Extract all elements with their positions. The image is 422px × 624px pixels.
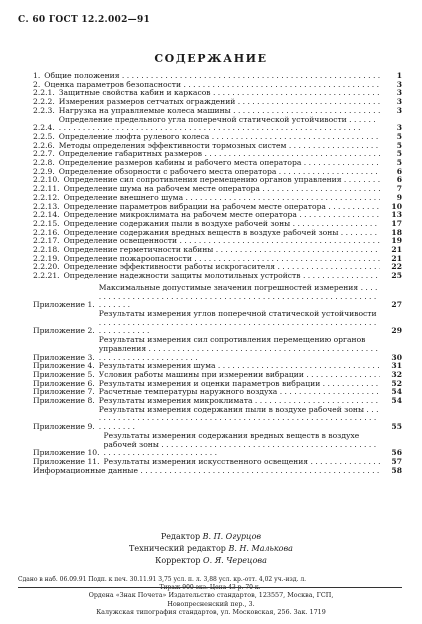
- toc-entry: [33, 255, 402, 264]
- toc-entry-page: 6: [396, 175, 402, 185]
- toc-entry-page: 58: [391, 465, 402, 475]
- toc-entry: [33, 185, 402, 194]
- toc-entry-number: Приложение 10.: [33, 448, 100, 458]
- toc-entry: [33, 72, 402, 81]
- toc-entry-number: 2.2.18.: [33, 245, 60, 255]
- publisher-info: [0, 591, 422, 617]
- toc-entry-number: 2.2.15.: [33, 218, 60, 228]
- toc-entry-number: Приложение 3.: [33, 352, 95, 362]
- toc-entry: [33, 458, 402, 467]
- toc-entry-title: Расчетные температуры наружного воздуха . . .: [99, 388, 380, 397]
- proofreader-line: [0, 555, 422, 567]
- toc-entry-page: 7: [396, 184, 402, 194]
- toc-entry-number: 2.2.4.: [33, 123, 55, 133]
- toc-entry-title: Условия работы машины при измерении вибрации . . .: [99, 371, 380, 380]
- toc-entry-number: Приложение 11.: [33, 456, 100, 466]
- toc-entry-number: 2.2.12.: [33, 192, 60, 202]
- toc-entry-number: Приложение 1.: [33, 300, 95, 310]
- tech-editor-line: [0, 543, 422, 555]
- toc-entry-title: Определение эффективности работы искрогасителя . . .: [64, 263, 380, 272]
- toc-entry-title: Результаты измерения углов поперечной статической устойчивости . . .: [99, 310, 380, 336]
- toc-entry-page: 52: [391, 378, 402, 388]
- toc-entry-page: 18: [391, 227, 402, 237]
- toc-entry-title: Определение габаритных размеров . . .: [59, 150, 380, 159]
- toc-entry: [33, 263, 402, 272]
- toc-entry-page: 56: [391, 448, 402, 458]
- toc-entry-title: Общие положения . . .: [44, 72, 380, 81]
- imprint: [18, 576, 402, 592]
- toc-entry: [33, 246, 402, 255]
- toc-entry-title: Определение содержания вредных веществ в воздухе рабочей зоны . . .: [64, 229, 380, 238]
- toc-entry: [33, 432, 402, 458]
- toc-entry-title: Максимальные допустимые значения погрешностей измерения . . .: [99, 284, 380, 310]
- toc-entry-title: Определение предельного угла поперечной статической устойчивости . . .: [59, 116, 380, 133]
- toc-entry-number: 2.2.5.: [33, 131, 55, 141]
- toc-entry-page: 5: [396, 158, 402, 168]
- divider: [18, 587, 402, 588]
- toc-entry-page: 10: [391, 201, 402, 211]
- imprint-line: Тираж 900 экз. Цена 43 р. 70 к.: [159, 584, 261, 591]
- toc-entry: [33, 168, 402, 177]
- toc-entry-number: 2.2.7.: [33, 149, 55, 159]
- toc-entry-title: Определение люфта рулевого колеса . . .: [59, 133, 380, 142]
- toc-entry-page: 5: [396, 140, 402, 150]
- toc-entry: [33, 89, 402, 98]
- toc-entry-title: Результаты измерения содержания вредных веществ в воздухе рабочей зоны . . .: [104, 432, 380, 458]
- toc-entry-page: 1: [396, 71, 402, 80]
- toc-entry-number: 2.2.14.: [33, 210, 60, 220]
- proofreader-name: О. Я. Черецова: [203, 556, 267, 565]
- toc-entry-page: 29: [391, 326, 402, 336]
- toc-entry-number: 2.2.2.: [33, 97, 55, 107]
- toc-entry: [33, 98, 402, 107]
- toc-entry: [33, 133, 402, 142]
- toc-entry-title: Результаты измерения искусственного освещения . . .: [104, 458, 380, 467]
- toc-entry-title: Нагрузка на управляемые колеса машины . . .: [59, 107, 380, 116]
- toc-entry: [33, 284, 402, 310]
- publisher-line: Ордена «Знак Почета» Издательство стандартов, 123557, Москва, ГСП,: [88, 591, 334, 599]
- toc-entry-page: 17: [391, 218, 402, 228]
- toc-entry-title: Определение надежности защиты молотильных устройств . . .: [64, 272, 380, 281]
- toc-entry-number: 2.2.11.: [33, 184, 60, 194]
- toc-entry-title: Защитные свойства кабин и каркасов . . .: [59, 89, 380, 98]
- toc-entry-title: Определение внешнего шума . . .: [64, 194, 380, 203]
- credits: [0, 531, 422, 567]
- toc-entry-number: 2.2.17.: [33, 236, 60, 246]
- toc-entry: [33, 237, 402, 246]
- toc-entry-title: Информационные данные . . .: [33, 467, 380, 476]
- toc-entry-title: Определение микроклимата на рабочем месте оператора . . .: [64, 211, 380, 220]
- toc-entry: [33, 310, 402, 336]
- tech-editor-name: В. Н. Малькова: [228, 544, 293, 553]
- toc-entry-number: Приложение 8.: [33, 396, 95, 406]
- toc-entry-title: Определение пожароопасности . . .: [64, 255, 380, 264]
- toc-entry-number: 2.2.13.: [33, 201, 60, 211]
- toc-entry: [33, 176, 402, 185]
- toc-entry-page: 9: [396, 192, 402, 202]
- toc-entry: [33, 203, 402, 212]
- toc-entry-title: Определение обзорности с рабочего места оператора . . .: [59, 168, 380, 177]
- toc-entry-title: Определение параметров вибрации на рабочем месте оператора . . .: [64, 203, 380, 212]
- toc-entry-page: 21: [391, 245, 402, 255]
- toc-entry-page: 21: [391, 253, 402, 263]
- toc-entry-title: Оценка параметров безопасности . . .: [44, 81, 380, 90]
- toc-entry-title: Результаты измерения микроклимата . . .: [99, 397, 380, 406]
- toc-entry-title: Результаты измерения сил сопротивления перемещению органов управления . . .: [99, 336, 380, 362]
- toc-entry-title: Определение шума на рабочем месте оператора . . .: [64, 185, 380, 194]
- imprint-line: Сдано в наб. 06.09.91 Подп. к печ. 30.11.91 3,75 усл. п. л. 3,88 усл. кр.-отт. 4,02 уч.-изд. л.: [18, 576, 307, 583]
- toc-entry-number: Приложение 9.: [33, 422, 95, 432]
- toc-entry-page: 3: [396, 123, 402, 133]
- toc-entry-page: 13: [391, 210, 402, 220]
- toc-entry-number: 2.2.20.: [33, 262, 60, 272]
- toc-entry: [33, 81, 402, 90]
- toc-entry-number: 2.2.19.: [33, 253, 60, 263]
- toc-entry-title: Измерения размеров сетчатых ограждений . . .: [59, 98, 380, 107]
- editor-role: Редактор: [160, 532, 201, 541]
- running-head: С. 60 ГОСТ 12.2.002—91: [18, 15, 151, 25]
- toc-entry: [33, 211, 402, 220]
- toc-entry: [33, 229, 402, 238]
- toc-entry-page: 19: [391, 236, 402, 246]
- toc-entry-number: Приложение 4.: [33, 361, 95, 371]
- toc-entry: [33, 220, 402, 229]
- toc-entry-title: Определение размеров кабины и рабочего места оператора . . .: [59, 159, 380, 168]
- table-of-contents: [33, 72, 402, 475]
- toc-entry-page: 6: [396, 166, 402, 176]
- toc-entry: [33, 116, 402, 133]
- toc-entry-number: 2.2.9.: [33, 166, 55, 176]
- toc-entry-title: Методы определения эффективности тормозных систем . . .: [59, 142, 380, 151]
- toc-entry-page: 32: [391, 369, 402, 379]
- toc-entry-page: 3: [396, 79, 402, 89]
- toc-entry-page: 57: [391, 456, 402, 466]
- toc-entry-page: 54: [391, 396, 402, 406]
- page-title: СОДЕРЖАНИЕ: [154, 52, 268, 65]
- toc-entry: [33, 159, 402, 168]
- toc-entry-page: 55: [391, 422, 402, 432]
- toc-entry-number: Приложение 6.: [33, 378, 95, 388]
- publisher-line: Калужская типография стандартов, ул. Московская, 256. Зак. 1719: [96, 608, 326, 616]
- toc-entry-title: Результаты измерения и оценки параметров вибрации . . .: [99, 380, 380, 389]
- toc-entry-title: Результаты измерения содержания пыли в воздухе рабочей зоны . . .: [99, 406, 380, 432]
- toc-entry-page: 3: [396, 97, 402, 107]
- editor-line: [0, 531, 422, 543]
- toc-entry-number: 2.2.21.: [33, 271, 60, 281]
- toc-entry-number: Приложение 5.: [33, 369, 95, 379]
- tech-editor-role: Технический редактор: [129, 544, 226, 553]
- proofreader-role: Корректор: [155, 556, 201, 565]
- toc-entry-page: 25: [391, 271, 402, 281]
- toc-entry: [33, 272, 402, 281]
- toc-entry-title: Определение содержания пыли в воздухе рабочей зоны . . .: [64, 220, 380, 229]
- toc-entry-title: Определение освещенности . . .: [64, 237, 380, 246]
- toc-entry-number: 2.: [33, 79, 41, 89]
- toc-entry-number: 2.2.1.: [33, 88, 55, 98]
- toc-entry-number: 2.2.6.: [33, 140, 55, 150]
- toc-entry-number: 1.: [33, 71, 41, 80]
- toc-entry: [33, 150, 402, 159]
- toc-entry-title: Определение герметичности кабины . . .: [64, 246, 380, 255]
- toc-entry: [33, 107, 402, 116]
- toc-entry: [33, 397, 402, 406]
- toc-entry: [33, 194, 402, 203]
- toc-entry: [33, 467, 402, 476]
- toc-entry-page: 5: [396, 131, 402, 141]
- toc-entry: [33, 142, 402, 151]
- toc-entry-number: Приложение 7.: [33, 387, 95, 397]
- editor-name: В. П. Огурцов: [202, 532, 262, 541]
- toc-entry-page: 31: [391, 361, 402, 371]
- toc-entry: [33, 406, 402, 432]
- toc-entry-page: 54: [391, 387, 402, 397]
- toc-entry-number: 2.2.16.: [33, 227, 60, 237]
- toc-entry-number: Приложение 2.: [33, 326, 95, 336]
- toc-entry-page: 5: [396, 149, 402, 159]
- toc-entry-page: 3: [396, 88, 402, 98]
- toc-entry-number: 2.2.3.: [33, 105, 55, 115]
- toc-entry-number: 2.2.10.: [33, 175, 60, 185]
- toc-entry-page: 22: [391, 262, 402, 272]
- toc-entry-title: Результаты измерения шума . . .: [99, 362, 380, 371]
- publisher-line: Новопресненский пер., 3.: [167, 599, 255, 608]
- toc-entry-number: 2.2.8.: [33, 158, 55, 168]
- toc-entry-page: 3: [396, 105, 402, 115]
- toc-entry-page: 30: [391, 352, 402, 362]
- toc-entry-title: Определение сил сопротивления перемещению органов управления . . .: [64, 176, 380, 185]
- toc-entry-page: 27: [391, 300, 402, 310]
- toc-entry: [33, 336, 402, 362]
